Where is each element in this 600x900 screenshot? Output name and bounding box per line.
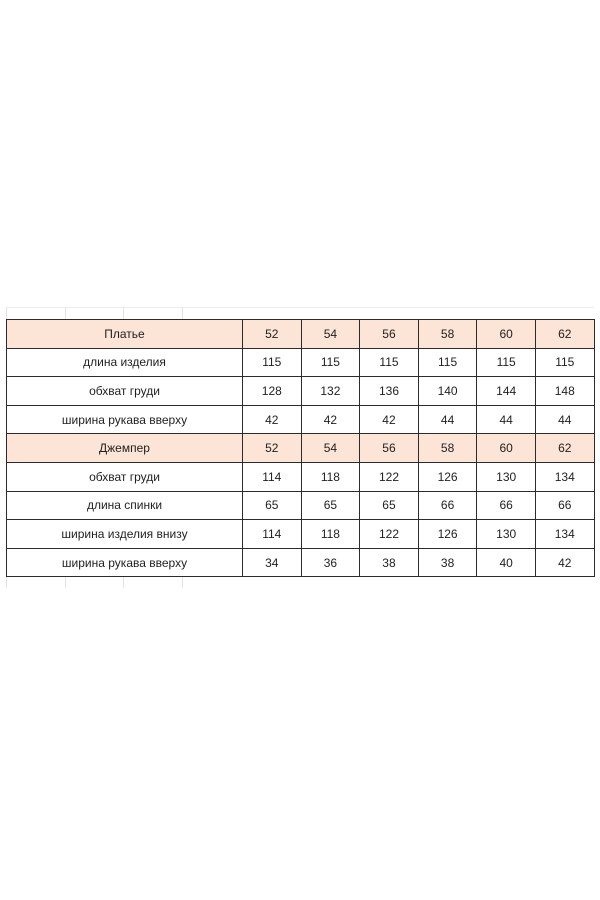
- size-header-cell: 60: [477, 434, 536, 463]
- value-cell: 140: [418, 377, 477, 406]
- value-cell: 118: [301, 520, 360, 549]
- measurement-label: ширина изделия внизу: [7, 520, 243, 549]
- value-cell: 114: [243, 462, 302, 491]
- value-cell: 114: [243, 520, 302, 549]
- spreadsheet-gridline: [65, 307, 66, 319]
- value-cell: 134: [535, 520, 594, 549]
- value-cell: 115: [360, 348, 419, 377]
- value-cell: 40: [477, 548, 536, 577]
- value-cell: 66: [418, 491, 477, 520]
- measurement-label: обхват груди: [7, 462, 243, 491]
- value-cell: 115: [301, 348, 360, 377]
- value-cell: 38: [360, 548, 419, 577]
- value-cell: 66: [477, 491, 536, 520]
- value-cell: 115: [243, 348, 302, 377]
- size-header-cell: 56: [360, 320, 419, 349]
- section-header-row-jumper: [7, 434, 595, 463]
- value-cell: 65: [301, 491, 360, 520]
- size-header-cell: 54: [301, 320, 360, 349]
- value-cell: 136: [360, 377, 419, 406]
- value-cell: 42: [535, 548, 594, 577]
- value-cell: 44: [535, 405, 594, 434]
- value-cell: 134: [535, 462, 594, 491]
- size-header-cell: 58: [418, 434, 477, 463]
- size-header-cell: 52: [243, 320, 302, 349]
- value-cell: 65: [360, 491, 419, 520]
- value-cell: 130: [477, 462, 536, 491]
- table-row: [7, 377, 595, 406]
- value-cell: 148: [535, 377, 594, 406]
- value-cell: 44: [418, 405, 477, 434]
- measurement-label: длина изделия: [7, 348, 243, 377]
- table-row: [7, 348, 595, 377]
- value-cell: 38: [418, 548, 477, 577]
- measurement-label: длина спинки: [7, 491, 243, 520]
- value-cell: 122: [360, 520, 419, 549]
- value-cell: 128: [243, 377, 302, 406]
- value-cell: 115: [418, 348, 477, 377]
- measurement-label: ширина рукава вверху: [7, 405, 243, 434]
- measurement-label: ширина рукава вверху: [7, 548, 243, 577]
- section-title: Платье: [7, 320, 243, 349]
- size-header-cell: 56: [360, 434, 419, 463]
- value-cell: 42: [243, 405, 302, 434]
- table-row: [7, 491, 595, 520]
- table-row: [7, 462, 595, 491]
- size-chart-table: [6, 319, 595, 577]
- value-cell: 66: [535, 491, 594, 520]
- spreadsheet-gridline: [182, 576, 183, 588]
- size-header-cell: 62: [535, 320, 594, 349]
- value-cell: 118: [301, 462, 360, 491]
- measurement-label: обхват груди: [7, 377, 243, 406]
- value-cell: 122: [360, 462, 419, 491]
- size-header-cell: 52: [243, 434, 302, 463]
- value-cell: 130: [477, 520, 536, 549]
- size-header-cell: 58: [418, 320, 477, 349]
- value-cell: 42: [301, 405, 360, 434]
- spreadsheet-gridline: [123, 307, 124, 319]
- value-cell: 36: [301, 548, 360, 577]
- section-title: Джемпер: [7, 434, 243, 463]
- spreadsheet-gridline: [182, 307, 183, 319]
- size-header-cell: 54: [301, 434, 360, 463]
- value-cell: 44: [477, 405, 536, 434]
- spreadsheet-gridline: [65, 576, 66, 588]
- section-header-row-dress: [7, 320, 595, 349]
- value-cell: 42: [360, 405, 419, 434]
- value-cell: 144: [477, 377, 536, 406]
- value-cell: 126: [418, 462, 477, 491]
- spreadsheet-gridline: [6, 307, 594, 308]
- value-cell: 65: [243, 491, 302, 520]
- spreadsheet-gridline: [6, 576, 7, 588]
- spreadsheet-gridline: [123, 576, 124, 588]
- table-row: [7, 405, 595, 434]
- table-row: [7, 548, 595, 577]
- value-cell: 126: [418, 520, 477, 549]
- value-cell: 34: [243, 548, 302, 577]
- table-row: [7, 520, 595, 549]
- spreadsheet-gridline: [6, 307, 7, 319]
- value-cell: 115: [535, 348, 594, 377]
- value-cell: 115: [477, 348, 536, 377]
- size-header-cell: 62: [535, 434, 594, 463]
- value-cell: 132: [301, 377, 360, 406]
- size-header-cell: 60: [477, 320, 536, 349]
